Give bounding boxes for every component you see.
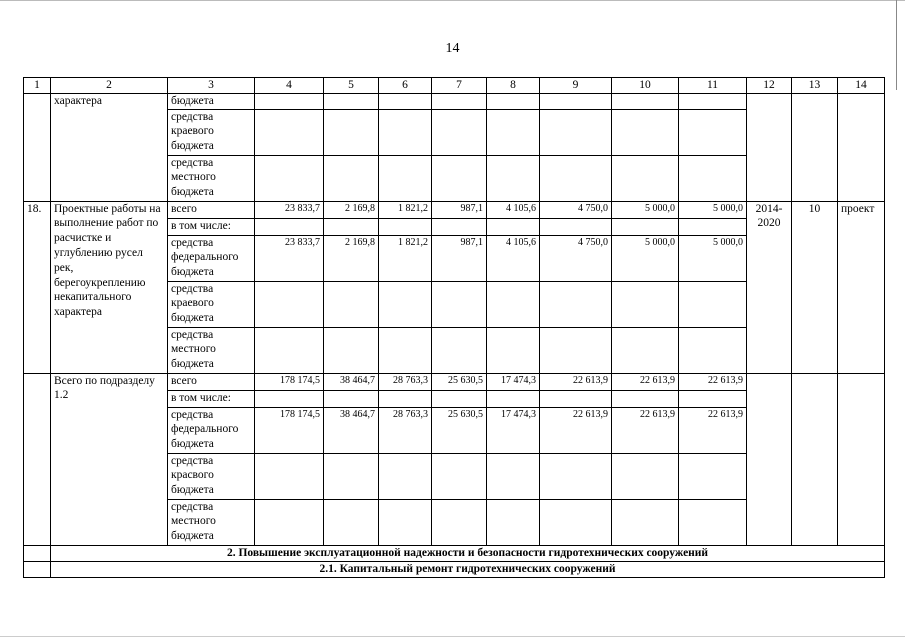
funding-source: средства местного бюджета bbox=[168, 155, 255, 201]
value-cell: 4 750,0 bbox=[540, 201, 612, 218]
col13-value: 10 bbox=[792, 201, 838, 373]
col13-cell bbox=[792, 373, 838, 545]
funding-source: средства краевого бюджета bbox=[168, 281, 255, 327]
value-cell: 17 474,3 bbox=[487, 373, 540, 390]
value-cell: 1 821,2 bbox=[379, 201, 432, 218]
value-cell: 28 763,3 bbox=[379, 373, 432, 390]
table-row bbox=[24, 201, 885, 218]
funding-source: в том числе: bbox=[168, 218, 255, 235]
period-cell bbox=[747, 373, 792, 545]
period-cell bbox=[747, 93, 792, 201]
budget-table bbox=[23, 77, 885, 578]
section-number-cell bbox=[24, 561, 51, 577]
funding-source: всего bbox=[168, 201, 255, 218]
col-header: 13 bbox=[792, 78, 838, 94]
item-number: 18. bbox=[24, 201, 51, 373]
col-header: 3 bbox=[168, 78, 255, 94]
value-cell: 5 000,0 bbox=[679, 235, 747, 281]
page-number: 14 bbox=[445, 41, 460, 56]
table-row bbox=[24, 373, 885, 390]
col-header: 6 bbox=[379, 78, 432, 94]
value-cell: 38 464,7 bbox=[324, 407, 379, 453]
value-cell: 2 169,8 bbox=[324, 201, 379, 218]
value-cell: 22 613,9 bbox=[612, 373, 679, 390]
funding-source: средства федерального бюджета bbox=[168, 407, 255, 453]
column-number-row bbox=[24, 78, 885, 94]
funding-source: средства красвого бюджета bbox=[168, 453, 255, 499]
col-header: 1 bbox=[24, 78, 51, 94]
value-cell: 5 000,0 bbox=[679, 201, 747, 218]
funding-source: в том числе: bbox=[168, 390, 255, 407]
value-cell: 25 630,5 bbox=[432, 407, 487, 453]
value-cell: 25 630,5 bbox=[432, 373, 487, 390]
value-cell: 22 613,9 bbox=[679, 373, 747, 390]
section-title: 2. Повышение эксплуатационной надежности и безопасности гидротехнических сооружений bbox=[51, 545, 885, 561]
col-header: 12 bbox=[747, 78, 792, 94]
value-cell: 2 169,8 bbox=[324, 235, 379, 281]
value-cell: 4 105,6 bbox=[487, 235, 540, 281]
funding-source: средства местного бюджета bbox=[168, 327, 255, 373]
col-header: 8 bbox=[487, 78, 540, 94]
section-number-cell bbox=[24, 545, 51, 561]
col14-cell bbox=[838, 373, 885, 545]
value-cell: 4 105,6 bbox=[487, 201, 540, 218]
col-header: 7 bbox=[432, 78, 487, 94]
funding-source: средства местного бюджета bbox=[168, 499, 255, 545]
value-cell: 178 174,5 bbox=[255, 373, 324, 390]
value-cell: 1 821,2 bbox=[379, 235, 432, 281]
bottom-scan-edge bbox=[0, 636, 905, 637]
subsection-row bbox=[24, 561, 885, 577]
value-cell: 23 833,7 bbox=[255, 235, 324, 281]
funding-source: средства краевого бюджета bbox=[168, 109, 255, 155]
value-cell: 17 474,3 bbox=[487, 407, 540, 453]
value-cell: 5 000,0 bbox=[612, 235, 679, 281]
col-header: 11 bbox=[679, 78, 747, 94]
value-cell: 4 750,0 bbox=[540, 235, 612, 281]
value-cell: 22 613,9 bbox=[540, 373, 612, 390]
period: 2014-2020 bbox=[747, 201, 792, 373]
col-header: 2 bbox=[51, 78, 168, 94]
funding-source: бюджета bbox=[168, 93, 255, 109]
col-header: 5 bbox=[324, 78, 379, 94]
col-header: 4 bbox=[255, 78, 324, 94]
value-cell: 987,1 bbox=[432, 235, 487, 281]
col-header: 10 bbox=[612, 78, 679, 94]
item-number-cell bbox=[24, 93, 51, 201]
col-header: 9 bbox=[540, 78, 612, 94]
item-number-cell bbox=[24, 373, 51, 545]
funding-source: всего bbox=[168, 373, 255, 390]
table-row bbox=[24, 93, 885, 109]
value-cell: 22 613,9 bbox=[612, 407, 679, 453]
item-name: Проектные работы на выполнение работ по расчистке и углублению русел рек, берегоукреплению некапитального характера bbox=[51, 201, 168, 373]
subsection-title: 2.1. Капитальный ремонт гидротехнических сооружений bbox=[51, 561, 885, 577]
item-name: характера bbox=[51, 93, 168, 201]
value-cell: 987,1 bbox=[432, 201, 487, 218]
value-cell: 5 000,0 bbox=[612, 201, 679, 218]
value-cell: 23 833,7 bbox=[255, 201, 324, 218]
col14-cell bbox=[838, 93, 885, 201]
col-header: 14 bbox=[838, 78, 885, 94]
item-name: Всего по подразделу 1.2 bbox=[51, 373, 168, 545]
value-cell: 22 613,9 bbox=[540, 407, 612, 453]
value-cell: 38 464,7 bbox=[324, 373, 379, 390]
col14-value: проект bbox=[838, 201, 885, 373]
value-cell: 178 174,5 bbox=[255, 407, 324, 453]
value-cell: 22 613,9 bbox=[679, 407, 747, 453]
funding-source: средства федерального бюджета bbox=[168, 235, 255, 281]
top-scan-edge bbox=[0, 0, 905, 1]
section-row bbox=[24, 545, 885, 561]
value-cell: 28 763,3 bbox=[379, 407, 432, 453]
col13-cell bbox=[792, 93, 838, 201]
